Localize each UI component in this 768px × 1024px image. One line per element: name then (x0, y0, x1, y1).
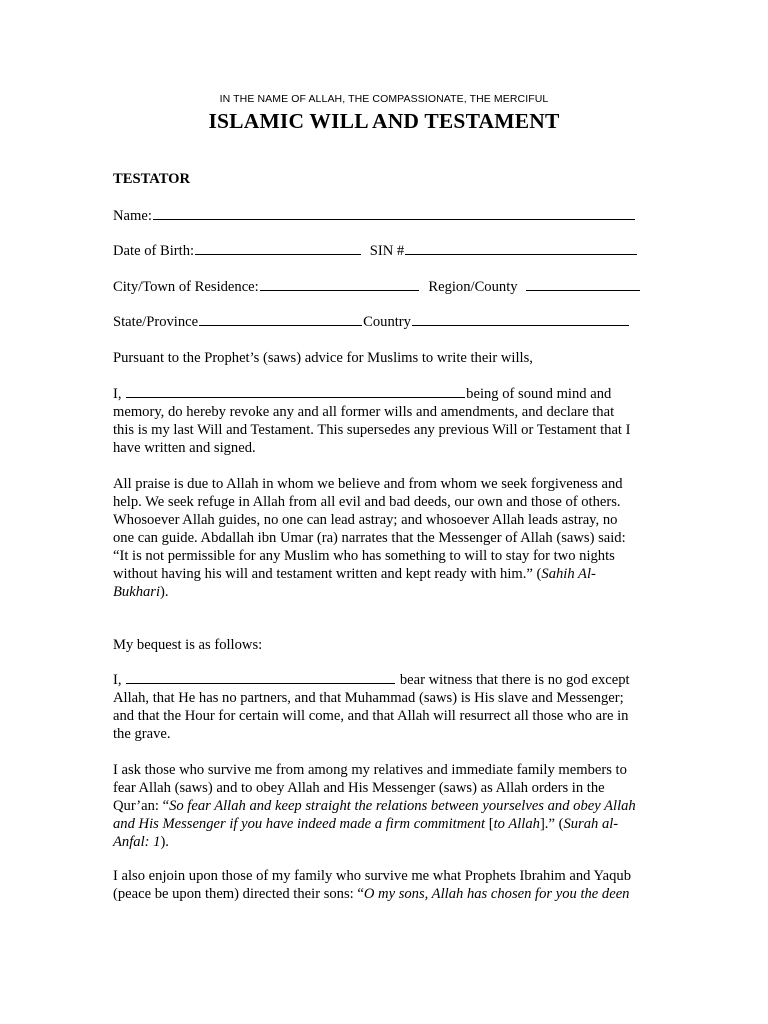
praise-text-5: “It is not permissible for any Muslim who has something to will to stay for two nights (113, 548, 615, 564)
family-text-5: ). (160, 834, 169, 850)
witness-text-3: and that the Hour for certain will come, and that Allah will resurrect all those who are in (113, 708, 629, 724)
praise-text-3: Whosoever Allah guides, no one can lead astray; and whosoever Allah leads astray, no (113, 512, 618, 528)
country-field[interactable] (412, 313, 629, 326)
witness-text-1: bear witness that there is no god except (399, 672, 630, 688)
sin-label: SIN # (369, 243, 405, 259)
bequest-heading: My bequest is as follows: (113, 637, 263, 653)
state-field[interactable] (199, 313, 362, 326)
family-text-1: I ask those who survive me from among my relatives and immediate family members to (113, 762, 627, 778)
family-source-1: Surah al- (563, 816, 619, 832)
declaration-i: I, (113, 386, 122, 402)
declarant-name-field[interactable] (126, 385, 465, 398)
city-region-row (113, 278, 641, 296)
family-paragraph (113, 761, 653, 851)
declaration-text-4: have written and signed. (113, 440, 256, 456)
praise-text-2: help. We seek refuge in Allah from all evil and bad deeds, our own and those of others. (113, 494, 621, 510)
praise-text-6: without having his will and testament written and kept ready with him.” ( (113, 566, 542, 582)
enjoin-paragraph (113, 867, 653, 903)
praise-source-2: Bukhari (113, 584, 161, 600)
dob-sin-row (113, 242, 638, 260)
family-text-2: fear Allah (saws) and to obey Allah and His Messenger (saws) as Allah orders in the (113, 780, 605, 796)
praise-text-7: ). (160, 584, 169, 600)
praise-paragraph (113, 475, 653, 601)
family-quote-2: and His Messenger if you have indeed made a firm commitment (113, 816, 486, 832)
witness-name-field[interactable] (126, 671, 395, 684)
intro-paragraph: Pursuant to the Prophet’s (saws) advice for Muslims to write their wills, (113, 350, 533, 366)
enjoin-text-2: (peace be upon them) directed their sons: “ (113, 886, 364, 902)
declaration-paragraph (113, 385, 653, 457)
dob-field[interactable] (195, 242, 361, 255)
enjoin-text-1: I also enjoin upon those of my family who survive me what Prophets Ibrahim and Yaqub (113, 868, 632, 884)
witness-paragraph (113, 671, 653, 743)
praise-text-4: one can guide. Abdallah ibn Umar (ra) narrates that the Messenger of Allah (saws) said: (113, 530, 626, 546)
region-field[interactable] (526, 278, 640, 291)
family-bracket-open: [ (485, 816, 494, 832)
name-row (113, 207, 636, 225)
family-quote-3: to Allah (493, 816, 540, 832)
witness-i: I, (113, 672, 122, 688)
family-text-3: Qur’an: “ (113, 798, 170, 814)
family-source-2: Anfal: 1 (113, 834, 161, 850)
praise-source-1: Sahih Al- (541, 566, 596, 582)
praise-text-1: All praise is due to Allah in whom we believe and from whom we seek forgiveness and (113, 476, 623, 492)
sin-field[interactable] (405, 242, 637, 255)
witness-text-2: Allah, that He has no partners, and that Muhammad (saws) is His slave and Messenger; (113, 690, 624, 706)
declaration-text-2: memory, do hereby revoke any and all former wills and amendments, and declare that (113, 404, 615, 420)
city-label: City/Town of Residence: (113, 279, 259, 295)
region-label: Region/County (428, 279, 518, 295)
document-title: ISLAMIC WILL AND TESTAMENT (208, 109, 560, 133)
state-label: State/Province (113, 314, 199, 330)
witness-text-4: the grave. (113, 726, 171, 742)
state-country-row (113, 313, 630, 331)
city-field[interactable] (260, 278, 419, 291)
name-field[interactable] (153, 207, 635, 220)
declaration-text-3: this is my last Will and Testament. This supersedes any previous Will or Testament that I (113, 422, 631, 438)
declaration-text-1: being of sound mind and (466, 386, 612, 402)
family-quote-1: So fear Allah and keep straight the relations between yourselves and obey Allah (169, 798, 636, 814)
testator-heading: TESTATOR (113, 171, 191, 187)
name-label: Name: (113, 208, 152, 224)
dob-label: Date of Birth: (113, 243, 195, 259)
basmala-line: IN THE NAME OF ALLAH, THE COMPASSIONATE, THE MERCIFUL (219, 93, 549, 105)
enjoin-quote: O my sons, Allah has chosen for you the deen (363, 886, 630, 902)
country-label: Country (363, 314, 411, 330)
family-bracket-close: ].” ( (539, 816, 564, 832)
